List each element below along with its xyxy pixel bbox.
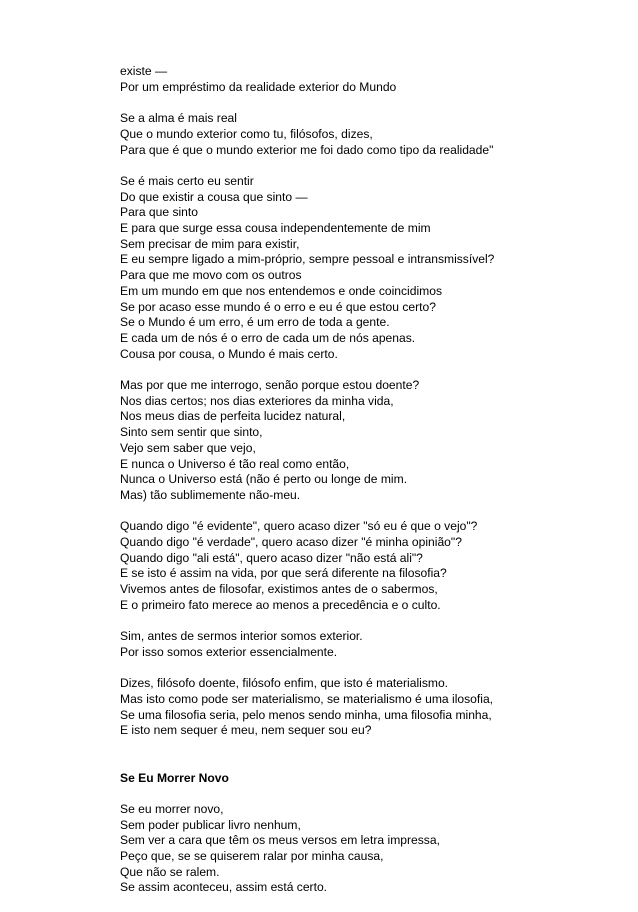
poem-line: Sem precisar de mim para existir, — [120, 236, 300, 251]
poem-2 — [120, 771, 620, 897]
poem-line: Vejo sem saber que vejo, — [120, 440, 256, 455]
poem-line: Sem poder publicar livro nenhum, — [120, 817, 301, 832]
poem-line: E eu sempre ligado a mim-próprio, sempre pessoal e intransmissível? — [120, 252, 495, 267]
poem-line: Por um empréstimo da realidade exterior do Mundo — [120, 79, 397, 94]
poem-line: Do que existir a cousa que sinto — — [120, 189, 308, 204]
poem-line: Quando digo "é evidente", quero acaso dizer "só eu é que o vejo"? — [120, 519, 478, 534]
poem-line: Nos dias certos; nos dias exteriores da minha vida, — [120, 393, 394, 408]
stanza — [120, 174, 620, 362]
poem-line: Para que é que o mundo exterior me foi dado como tipo da realidade" — [120, 142, 494, 157]
poem-line: Por isso somos exterior essencialmente. — [120, 644, 338, 659]
poem-line: Se assim aconteceu, assim está certo. — [120, 880, 328, 895]
poem-1 — [120, 64, 620, 739]
section-spacer — [120, 755, 620, 771]
poem-line: Quando digo "é verdade", quero acaso dizer "é minha opinião"? — [120, 535, 462, 550]
stanza — [120, 111, 620, 158]
poem-line: Dizes, filósofo doente, filósofo enfim, que isto é materialismo. — [120, 676, 449, 691]
poem-line: E isto nem sequer é meu, nem sequer sou eu? — [120, 723, 372, 738]
poem-line: Peço que, se se quiserem ralar por minha causa, — [120, 849, 384, 864]
poem-line: existe — — [120, 64, 168, 78]
poem-line: Mas) tão sublimemente não-meu. — [120, 487, 301, 502]
poem-line: E se isto é assim na vida, por que será diferente na filosofia? — [120, 566, 447, 581]
poem-line: Sinto sem sentir que sinto, — [120, 425, 263, 440]
stanza — [120, 64, 620, 95]
stanza — [120, 802, 620, 896]
poem-line: Se a alma é mais real — [120, 111, 237, 126]
poem-line: Que o mundo exterior como tu, filósofos, dizes, — [120, 126, 373, 141]
poem-line: E nunca o Universo é tão real como então, — [120, 456, 350, 471]
poem-line: Quando digo "ali está", quero acaso dizer "não está ali"? — [120, 550, 423, 565]
poem-line: Para que sinto — [120, 205, 198, 220]
poem-line: E para que surge essa cousa independentemente de mim — [120, 221, 431, 235]
poem-line: Mas por que me interrogo, senão porque estou doente? — [120, 378, 420, 393]
poem-line: Se é mais certo eu sentir — [120, 173, 254, 188]
poem-line: Em um mundo em que nos entendemos e onde coincidimos — [120, 283, 443, 298]
poem-title: Se Eu Morrer Novo — [120, 770, 229, 785]
stanza — [120, 629, 620, 660]
document-page — [120, 64, 620, 912]
poem-line: Que não se ralem. — [120, 864, 220, 879]
poem-line: Se uma filosofia seria, pelo menos sendo minha, uma filosofia minha, — [120, 707, 492, 722]
poem-line: Se eu morrer novo, — [120, 801, 224, 816]
poem-line: Cousa por cousa, o Mundo é mais certo. — [120, 346, 338, 361]
poem-line: Sem ver a cara que têm os meus versos em letra impressa, — [120, 833, 440, 848]
stanza — [120, 378, 620, 504]
poem-line: Se o Mundo é um erro, é um erro de toda a gente. — [120, 315, 390, 330]
poem-line: Para que me movo com os outros — [120, 268, 302, 283]
poem-line: Mas isto como pode ser materialismo, se materialismo é uma ilosofia, — [120, 692, 494, 707]
stanza — [120, 676, 620, 739]
poem-line: Nunca o Universo está (não é perto ou longe de mim. — [120, 472, 408, 487]
poem-line: E cada um de nós é o erro de cada um de nós apenas. — [120, 330, 416, 345]
poem-line: Se por acaso esse mundo é o erro e eu é que estou certo? — [120, 299, 436, 314]
poem-line: Vivemos antes de filosofar, existimos antes de o sabermos, — [120, 582, 438, 597]
poem-line: Sim, antes de sermos interior somos exterior. — [120, 629, 363, 644]
poem-line: Nos meus dias de perfeita lucidez natural, — [120, 409, 346, 424]
stanza — [120, 519, 620, 613]
poem-line: E o primeiro fato merece ao menos a precedência e o culto. — [120, 597, 441, 612]
